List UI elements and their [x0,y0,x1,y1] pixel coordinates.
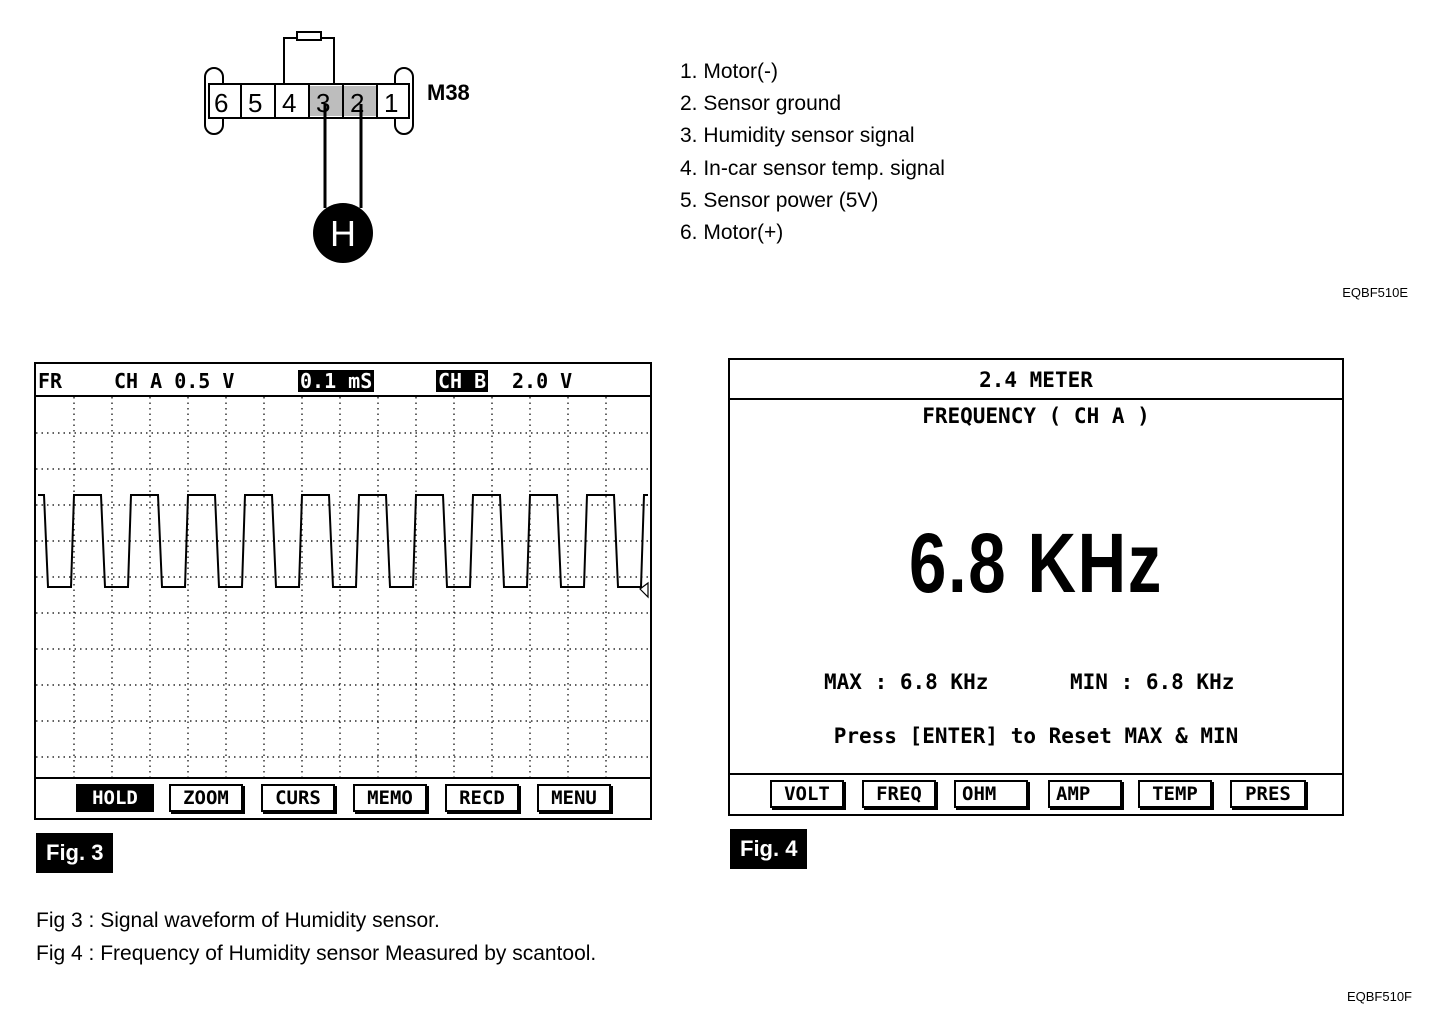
caption-fig4: Fig 4 : Frequency of Humidity sensor Measured by scantool. [36,942,597,965]
zoom-button[interactable]: ZOOM [169,784,243,812]
pin-label-6: 6 [214,88,229,118]
scope-ch-b-label: CH B [438,369,487,393]
meter-title: 2.4 METER [730,360,1342,400]
connector-name: M38 [427,80,470,105]
recd-button[interactable]: RECD [445,784,519,812]
reset-hint: Press [ENTER] to Reset MAX & MIN [833,724,1239,748]
volt-button[interactable]: VOLT [770,780,844,808]
min-readout: MIN : 6.8 KHz [1070,670,1235,694]
menu-button[interactable]: MENU [537,784,611,812]
meter-screen [728,358,1344,816]
scope-mode: FR [38,369,63,393]
meter-softkey-bar [730,773,1342,814]
frequency-readout: 6.8 KHz [909,516,1163,610]
sensor-symbol-label: H [330,213,356,254]
fig4-label: Fig. 4 [730,829,807,869]
pin-description: 1. Motor(-) [680,60,779,83]
scope-header [36,364,650,397]
pin-description: 6. Motor(+) [680,220,784,244]
pin-description: 3. Humidity sensor signal [680,124,915,148]
freq-button[interactable]: FREQ [862,780,936,808]
pin-description-list [680,56,945,249]
pin-label-5: 5 [248,88,263,118]
meter-subtitle: FREQUENCY ( CH A ) [922,404,1150,428]
pin-description: 4. In-car sensor temp. signal [680,156,945,180]
pin-label-4: 4 [282,88,297,118]
pin-description: 2. Sensor ground [680,92,842,116]
oscilloscope-screen [34,362,652,820]
ohm-button[interactable]: OHM [954,780,1028,808]
caption-fig3: Fig 3 : Signal waveform of Humidity sensor. [36,909,440,932]
pin-description: 5. Sensor power (5V) [680,188,879,212]
pin-label-1: 1 [384,88,399,118]
pin-label-2: 2 [350,88,365,118]
signal-waveform [38,495,648,587]
max-readout: MAX : 6.8 KHz [824,670,989,694]
connector-diagram [195,28,425,268]
scope-softkey-bar [36,777,650,818]
curs-button[interactable]: CURS [261,784,335,812]
reference-code-bottom: EQBF510F [1346,989,1412,1004]
scope-waveform-area [36,397,650,779]
scope-timebase: 0.1 mS [300,369,373,393]
pin-label-3: 3 [316,88,331,118]
memo-button[interactable]: MEMO [353,784,427,812]
hold-button[interactable]: HOLD [76,784,154,812]
scope-ch-a-setting: CH A 0.5 V [114,369,235,393]
scope-ch-b-value: 2.0 V [512,369,573,393]
reference-code-top: EQBF510E [1342,285,1408,300]
fig3-label: Fig. 3 [36,833,113,873]
amp-button[interactable]: AMP [1048,780,1122,808]
temp-button[interactable]: TEMP [1138,780,1212,808]
pres-button[interactable]: PRES [1230,780,1306,808]
